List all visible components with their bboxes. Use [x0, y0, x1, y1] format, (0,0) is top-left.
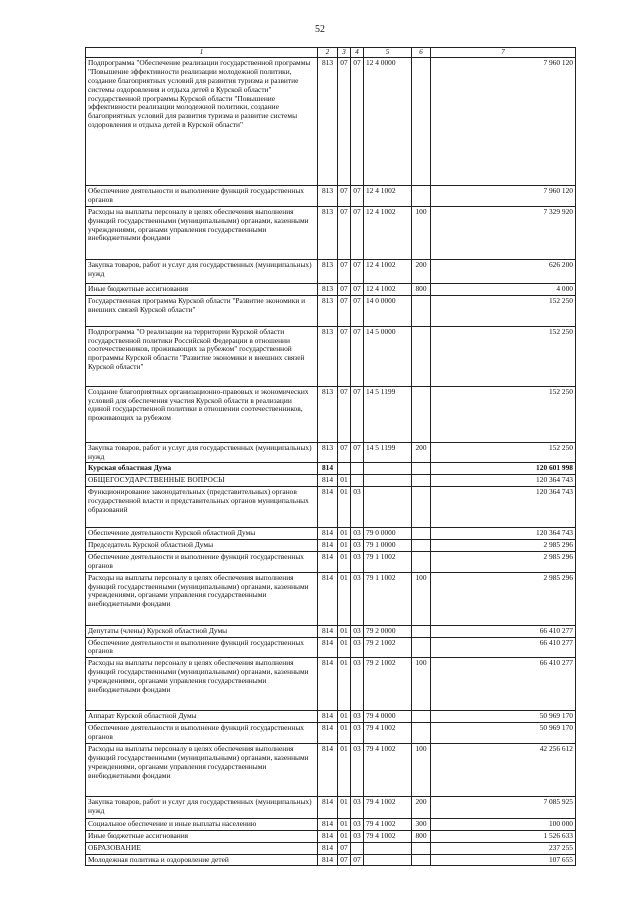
section-code: 07 [338, 186, 351, 207]
section-code: 07 [338, 283, 351, 295]
table-body [86, 58, 576, 866]
ministry-code: 814 [318, 625, 338, 637]
subsection-code: 03 [351, 796, 364, 818]
target-article-code: 14 5 0000 [364, 326, 412, 386]
ministry-code: 814 [318, 796, 338, 818]
amount-value: 152 250 [431, 326, 576, 386]
expense-type-code [412, 637, 431, 658]
section-code: 07 [338, 295, 351, 326]
expense-type-code: 300 [412, 818, 431, 830]
budget-item-name: Аппарат Курской областной Думы [86, 711, 318, 723]
section-code: 01 [338, 572, 351, 625]
budget-item-name: Курская областная Дума [86, 463, 318, 475]
target-article-code: 12 4 1002 [364, 283, 412, 295]
target-article-code: 79 4 1002 [364, 723, 412, 744]
budget-item-name: Обеспечение деятельности и выполнение функций государственных органов [86, 186, 318, 207]
amount-value: 1 526 633 [431, 830, 576, 842]
target-article-code: 12 4 1002 [364, 186, 412, 207]
table-row [86, 711, 576, 723]
target-article-code: 79 1 1002 [364, 551, 412, 572]
amount-value: 237 255 [431, 842, 576, 854]
subsection-code: 07 [351, 386, 364, 442]
amount-value: 120 364 743 [431, 475, 576, 487]
section-code: 01 [338, 475, 351, 487]
table-row [86, 658, 576, 711]
expense-type-code [412, 475, 431, 487]
amount-value: 50 969 170 [431, 723, 576, 744]
ministry-code: 813 [318, 206, 338, 259]
section-code: 01 [338, 830, 351, 842]
table-header-row [86, 48, 576, 58]
ministry-code: 813 [318, 186, 338, 207]
section-code: 01 [338, 540, 351, 552]
expense-type-code [412, 463, 431, 475]
amount-value: 50 969 170 [431, 711, 576, 723]
section-code: 07 [338, 206, 351, 259]
subsection-code: 03 [351, 540, 364, 552]
amount-value: 66 410 277 [431, 625, 576, 637]
subsection-code: 03 [351, 830, 364, 842]
ministry-code: 813 [318, 442, 338, 463]
budget-item-name: Закупка товаров, работ и услуг для государственных (муниципальных) нужд [86, 442, 318, 463]
section-code: 07 [338, 386, 351, 442]
table-row [86, 295, 576, 326]
subsection-code [351, 475, 364, 487]
amount-value: 2 985 296 [431, 540, 576, 552]
expense-type-code: 200 [412, 796, 431, 818]
table-row [86, 206, 576, 259]
ministry-code: 813 [318, 326, 338, 386]
ministry-code: 813 [318, 283, 338, 295]
budget-item-name: Иные бюджетные ассигнования [86, 283, 318, 295]
expense-type-code [412, 186, 431, 207]
column-header: 7 [431, 48, 576, 58]
ministry-code: 814 [318, 551, 338, 572]
budget-item-name: Расходы на выплаты персоналу в целях обеспечения выполнения функций государственными (муниципальными) органами, казенными учреждениями, органами управления государственными внебюджетными фондами [86, 743, 318, 796]
section-code: 01 [338, 796, 351, 818]
ministry-code: 814 [318, 854, 338, 866]
table-row [86, 442, 576, 463]
table-row [86, 796, 576, 818]
section-code: 01 [338, 658, 351, 711]
table-row [86, 842, 576, 854]
subsection-code: 03 [351, 637, 364, 658]
target-article-code [364, 475, 412, 487]
section-code [338, 463, 351, 475]
amount-value: 2 985 296 [431, 551, 576, 572]
section-code: 01 [338, 528, 351, 540]
expense-type-code: 200 [412, 442, 431, 463]
ministry-code: 814 [318, 658, 338, 711]
expense-type-code [412, 625, 431, 637]
amount-value: 120 364 743 [431, 487, 576, 528]
expense-type-code [412, 295, 431, 326]
budget-item-name: ОБЩЕГОСУДАРСТВЕННЫЕ ВОПРОСЫ [86, 475, 318, 487]
ministry-code: 814 [318, 842, 338, 854]
ministry-code: 814 [318, 711, 338, 723]
target-article-code [364, 854, 412, 866]
amount-value: 152 250 [431, 386, 576, 442]
section-code: 01 [338, 743, 351, 796]
budget-item-name: Депутаты (члены) Курской областной Думы [86, 625, 318, 637]
section-code: 07 [338, 842, 351, 854]
target-article-code: 79 4 1002 [364, 830, 412, 842]
table-row [86, 487, 576, 528]
table-row [86, 386, 576, 442]
section-code: 07 [338, 259, 351, 283]
column-header: 6 [412, 48, 431, 58]
budget-item-name: Подпрограмма "О реализации на территории Курской области государственной политики Российской Федерации в отношении соотечественников, проживающих за рубежом" государственной программы Курской области "Развитие экономики и внешних связей Курской области" [86, 326, 318, 386]
budget-item-name: Обеспечение деятельности и выполнение функций государственных органов [86, 723, 318, 744]
table-row [86, 58, 576, 186]
page-number: 52 [315, 24, 325, 35]
expense-type-code: 100 [412, 206, 431, 259]
expense-type-code [412, 540, 431, 552]
column-header: 5 [364, 48, 412, 58]
budget-item-name: Обеспечение деятельности Курской областной Думы [86, 528, 318, 540]
target-article-code: 79 4 1002 [364, 796, 412, 818]
ministry-code: 814 [318, 743, 338, 796]
target-article-code: 14 5 1199 [364, 442, 412, 463]
table-row [86, 830, 576, 842]
section-code: 07 [338, 442, 351, 463]
section-code: 01 [338, 625, 351, 637]
budget-item-name: Председатель Курской областной Думы [86, 540, 318, 552]
subsection-code: 03 [351, 551, 364, 572]
table-row [86, 186, 576, 207]
subsection-code: 07 [351, 58, 364, 186]
section-code: 01 [338, 487, 351, 528]
amount-value: 7 329 920 [431, 206, 576, 259]
target-article-code: 79 4 0000 [364, 711, 412, 723]
target-article-code: 14 5 1199 [364, 386, 412, 442]
expense-type-code: 100 [412, 572, 431, 625]
subsection-code: 07 [351, 295, 364, 326]
budget-item-name: Закупка товаров, работ и услуг для государственных (муниципальных) нужд [86, 796, 318, 818]
budget-item-name: ОБРАЗОВАНИЕ [86, 842, 318, 854]
subsection-code: 03 [351, 711, 364, 723]
table-row [86, 572, 576, 625]
amount-value: 42 256 612 [431, 743, 576, 796]
table-row [86, 463, 576, 475]
expense-type-code [412, 487, 431, 528]
expense-type-code [412, 723, 431, 744]
subsection-code: 03 [351, 487, 364, 528]
expense-type-code [412, 528, 431, 540]
ministry-code: 813 [318, 386, 338, 442]
table-row [86, 551, 576, 572]
table-row [86, 540, 576, 552]
amount-value: 4 000 [431, 283, 576, 295]
target-article-code: 79 4 1002 [364, 743, 412, 796]
subsection-code: 03 [351, 528, 364, 540]
table-row [86, 637, 576, 658]
target-article-code: 79 2 1002 [364, 637, 412, 658]
subsection-code: 03 [351, 625, 364, 637]
budget-item-name: Подпрограмма "Обеспечение реализации государственной программы "Повышение эффективности реализации молодежной политики, создание благоприятных условий для развития туризма и развитие системы оздоровления и отдыха детей в Курской области" государственной программы Курской области "Повышение эффективности реализации молодежной политики, создание благоприятных условий для развития туризма и развитие системы оздоровления и отдыха детей в Курской области" [86, 58, 318, 186]
table-row [86, 854, 576, 866]
target-article-code: 12 4 0000 [364, 58, 412, 186]
amount-value: 120 601 998 [431, 463, 576, 475]
budget-item-name: Государственная программа Курской области "Развитие экономики и внешних связей Курской области" [86, 295, 318, 326]
ministry-code: 814 [318, 487, 338, 528]
section-code: 01 [338, 551, 351, 572]
target-article-code: 79 4 1002 [364, 818, 412, 830]
section-code: 01 [338, 711, 351, 723]
table-row [86, 259, 576, 283]
target-article-code: 12 4 1002 [364, 259, 412, 283]
ministry-code: 814 [318, 572, 338, 625]
target-article-code: 79 2 0000 [364, 625, 412, 637]
expense-type-code: 200 [412, 259, 431, 283]
section-code: 07 [338, 854, 351, 866]
table-row [86, 326, 576, 386]
ministry-code: 814 [318, 528, 338, 540]
budget-item-name: Расходы на выплаты персоналу в целях обеспечения выполнения функций государственными (муниципальными) органами, казенными учреждениями, органами управления государственными внебюджетными фондами [86, 572, 318, 625]
amount-value: 100 000 [431, 818, 576, 830]
expense-type-code [412, 711, 431, 723]
amount-value: 107 655 [431, 854, 576, 866]
subsection-code: 07 [351, 206, 364, 259]
ministry-code: 814 [318, 475, 338, 487]
subsection-code: 03 [351, 743, 364, 796]
expense-type-code: 800 [412, 283, 431, 295]
target-article-code: 14 0 0000 [364, 295, 412, 326]
amount-value: 7 960 120 [431, 186, 576, 207]
budget-item-name: Расходы на выплаты персоналу в целях обеспечения выполнения функций государственными (муниципальными) органами, казенными учреждениями, органами управления государственными внебюджетными фондами [86, 658, 318, 711]
budget-item-name: Закупка товаров, работ и услуг для государственных (муниципальных) нужд [86, 259, 318, 283]
budget-item-name: Обеспечение деятельности и выполнение функций государственных органов [86, 637, 318, 658]
column-header: 4 [351, 48, 364, 58]
subsection-code: 03 [351, 658, 364, 711]
amount-value: 2 985 296 [431, 572, 576, 625]
subsection-code: 07 [351, 326, 364, 386]
expense-type-code [412, 326, 431, 386]
budget-item-name: Молодежная политика и оздоровление детей [86, 854, 318, 866]
section-code: 01 [338, 637, 351, 658]
subsection-code: 07 [351, 442, 364, 463]
table-row [86, 818, 576, 830]
subsection-code: 07 [351, 259, 364, 283]
budget-item-name: Создание благоприятных организационно-правовых и экономических условий для обеспечения участия Курской области в реализации единой государственной политики в отношении соотечественников, проживающих за рубежом [86, 386, 318, 442]
table-row [86, 625, 576, 637]
amount-value: 626 200 [431, 259, 576, 283]
section-code: 07 [338, 58, 351, 186]
amount-value: 152 250 [431, 295, 576, 326]
target-article-code: 79 1 1002 [364, 572, 412, 625]
section-code: 01 [338, 723, 351, 744]
expense-type-code [412, 58, 431, 186]
table-row [86, 528, 576, 540]
target-article-code: 79 0 0000 [364, 528, 412, 540]
target-article-code: 79 2 1002 [364, 658, 412, 711]
table-row [86, 475, 576, 487]
column-header: 3 [338, 48, 351, 58]
target-article-code: 12 4 1002 [364, 206, 412, 259]
expense-type-code [412, 854, 431, 866]
section-code: 07 [338, 326, 351, 386]
budget-item-name: Расходы на выплаты персоналу в целях обеспечения выполнения функций государственными (муниципальными) органами, казенными учреждениями, органами управления государственными внебюджетными фондами [86, 206, 318, 259]
expense-type-code [412, 386, 431, 442]
budget-item-name: Социальное обеспечение и иные выплаты населению [86, 818, 318, 830]
target-article-code [364, 842, 412, 854]
budget-item-name: Иные бюджетные ассигнования [86, 830, 318, 842]
ministry-code: 814 [318, 540, 338, 552]
target-article-code: 79 1 0000 [364, 540, 412, 552]
target-article-code [364, 463, 412, 475]
ministry-code: 814 [318, 637, 338, 658]
target-article-code [364, 487, 412, 528]
amount-value: 120 364 743 [431, 528, 576, 540]
ministry-code: 814 [318, 830, 338, 842]
column-header: 1 [86, 48, 318, 58]
amount-value: 66 410 277 [431, 637, 576, 658]
table-row [86, 283, 576, 295]
amount-value: 7 960 120 [431, 58, 576, 186]
subsection-code: 07 [351, 283, 364, 295]
section-code: 01 [338, 818, 351, 830]
subsection-code: 07 [351, 186, 364, 207]
ministry-code: 814 [318, 463, 338, 475]
amount-value: 152 250 [431, 442, 576, 463]
subsection-code [351, 463, 364, 475]
ministry-code: 813 [318, 58, 338, 186]
column-header: 2 [318, 48, 338, 58]
ministry-code: 813 [318, 259, 338, 283]
table-row [86, 743, 576, 796]
subsection-code: 03 [351, 723, 364, 744]
subsection-code: 03 [351, 572, 364, 625]
amount-value: 7 085 925 [431, 796, 576, 818]
expense-type-code [412, 842, 431, 854]
budget-item-name: Обеспечение деятельности и выполнение функций государственных органов [86, 551, 318, 572]
subsection-code: 03 [351, 818, 364, 830]
table-row [86, 723, 576, 744]
ministry-code: 814 [318, 723, 338, 744]
budget-item-name: Функционирование законодательных (представительных) органов государственной власти и представительных органов муниципальных образований [86, 487, 318, 528]
ministry-code: 814 [318, 818, 338, 830]
expense-type-code: 800 [412, 830, 431, 842]
ministry-code: 813 [318, 295, 338, 326]
amount-value: 66 410 277 [431, 658, 576, 711]
expense-type-code [412, 551, 431, 572]
expense-type-code: 100 [412, 743, 431, 796]
budget-table [85, 47, 576, 866]
expense-type-code: 100 [412, 658, 431, 711]
subsection-code: 07 [351, 854, 364, 866]
subsection-code [351, 842, 364, 854]
